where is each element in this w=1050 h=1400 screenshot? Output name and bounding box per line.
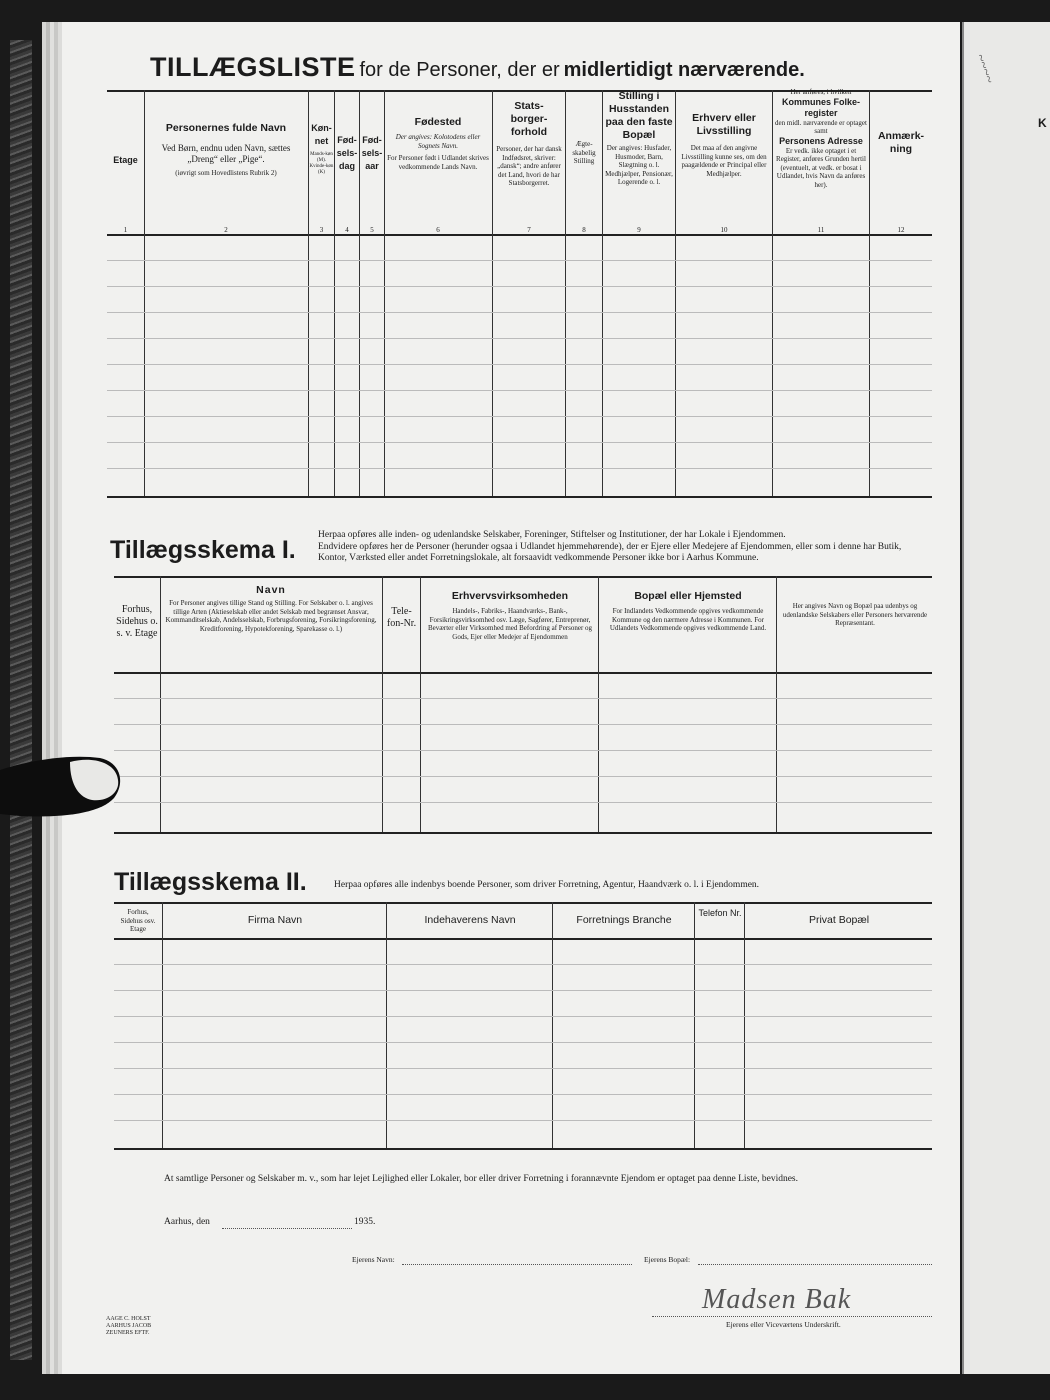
skema1-para bbox=[318, 530, 932, 565]
footer-date-line[interactable] bbox=[222, 1228, 352, 1229]
col-foedested bbox=[386, 116, 490, 171]
col-6-number: 6 bbox=[436, 226, 440, 234]
col-husstand bbox=[603, 90, 675, 187]
col-navn-note2: (iøvrigt som Hovedlistens Rubrik 2) bbox=[175, 169, 277, 177]
footer-declaration: At samtlige Personer og Selskaber m. v., som har lejet Lejlighed eller Lokaler, bor eller driver Forretning i forannævnte Ejendom er optaget paa denne Liste, bevidnes. bbox=[164, 1174, 798, 1184]
col-navn bbox=[146, 122, 306, 178]
skema2-col-privat-bopael: Privat Bopæl bbox=[808, 914, 870, 926]
liste-title bbox=[150, 52, 950, 83]
thumb-finger bbox=[0, 752, 122, 822]
skema2-para: Herpaa opføres alle indenbys boende Personer, som driver Forretning, Agentur, Haandværk o. l. i Ejendommen. bbox=[334, 880, 760, 890]
col-koen-head: Køn-net bbox=[311, 123, 332, 146]
skema1-col-erhverv bbox=[422, 590, 598, 641]
skema2-title: Tillægsskema II. bbox=[114, 868, 307, 896]
skema1-col-repraesentant: Her angives Navn og Bopæl paa udenbys og udenlandske Selskabers eller Personers herværende Repræsentant. bbox=[782, 602, 928, 627]
skema1-title: Tillægsskema I. bbox=[110, 536, 296, 564]
skema1-col-navn bbox=[162, 584, 380, 633]
col-foedselsaar: Fød-sels-aar bbox=[361, 135, 383, 171]
skema2-col-telefon: Telefon Nr. bbox=[698, 908, 742, 918]
col-2-number: 2 bbox=[224, 226, 228, 234]
liste-title-sub: for de Personer, der er bbox=[359, 59, 560, 81]
col-erhverv bbox=[676, 112, 772, 178]
col-statsborger-head: Stats-borger-forhold bbox=[510, 100, 548, 138]
col-5-number: 5 bbox=[370, 226, 374, 234]
handwritten-note: ~~~~ bbox=[971, 52, 997, 86]
footer-signature-line[interactable] bbox=[652, 1316, 932, 1317]
col-erhverv-head: Erhverv eller Livsstilling bbox=[692, 112, 756, 137]
col-statsborger bbox=[493, 100, 565, 188]
col-husstand-note: Der angives: Husfader, Husmoder, Barn, Slægtning o. l. Medhjælper, Pensionær, Logerende o. l. bbox=[605, 144, 673, 186]
skema2-col-firma: Firma Navn bbox=[247, 914, 303, 926]
census-form-page bbox=[62, 22, 960, 1374]
adjacent-page bbox=[962, 22, 1050, 1374]
col-adresse-pre-bold: Kommunes Folke-register bbox=[781, 96, 860, 118]
col-1-number: 1 bbox=[123, 226, 128, 234]
adjacent-page-letter: K bbox=[1038, 116, 1047, 130]
skema1-col-etage: Forhus, Sidehus o. s. v. Etage bbox=[116, 604, 158, 639]
col-husstand-head: Stilling i Husstanden paa den faste Bopæl bbox=[605, 90, 673, 141]
col-adresse bbox=[773, 88, 869, 189]
skema1-para-1: Herpaa opføres alle inden- og udenlandske Selskaber, Foreninger, Stiftelser og Institutioner, der har Lokale i Ejendommen. bbox=[318, 530, 786, 540]
footer-year: 1935. bbox=[354, 1217, 376, 1227]
col-10-number: 10 bbox=[720, 226, 728, 234]
footer-place-label: Aarhus, den bbox=[164, 1217, 210, 1227]
footer-signature-label: Ejerens eller Viceværtens Underskrift. bbox=[726, 1320, 841, 1329]
col-adresse-pre: Her anføres, i hvilken bbox=[790, 88, 852, 96]
col-3-number: 3 bbox=[319, 226, 324, 234]
col-navn-head: Personernes fulde Navn bbox=[165, 122, 287, 134]
skema1-para-2: Endvidere opføres her de Personer (herunder ogsaa i Udlandet hjemmehørende), der er Ejere eller Medejere af Ejendommen, eller som i denne har Butik, Kontor, Værksted eller andet Forretningslokale, alt forsaavidt vedkommende Personer ikke bor i Aarhus Kommune. bbox=[318, 541, 902, 563]
col-foedested-note: Der angives: Kolotodens eller Sognets Navn. bbox=[395, 133, 481, 150]
book-binding bbox=[10, 40, 32, 1360]
col-aegteskab: Ægte-skabelig Stilling bbox=[572, 140, 596, 165]
liste-title-main: TILLÆGSLISTE bbox=[150, 52, 356, 82]
col-9-number: 9 bbox=[637, 226, 641, 234]
col-statsborger-note: Personer, der har dansk Indfødsret, skriver: „dansk“; andre anfører det Land, hvori de har Statsborgerret. bbox=[496, 145, 562, 187]
col-4-number: 4 bbox=[345, 226, 349, 234]
footer-signature: Madsen Bak bbox=[702, 1284, 852, 1315]
footer-owner-address-line[interactable] bbox=[698, 1264, 932, 1265]
skema1-col-telefon: Tele-fon-Nr. bbox=[386, 606, 417, 629]
skema2-col-branche: Forretnings Branche bbox=[576, 914, 672, 926]
footer-owner-name-label: Ejerens Navn: bbox=[352, 1255, 395, 1264]
col-adresse-pre2: den midl. nærværende er optaget samt bbox=[775, 118, 867, 135]
footer-printer: AAGE C. HOLST AARHUS JACOB ZEUNERS EFTF. bbox=[106, 1316, 152, 1336]
skema1-col-bopael bbox=[600, 590, 776, 633]
skema1-col-erhverv-note: Handels-, Fabriks-, Haandværks-, Bank-, Forsikringsvirksomhed osv. Læge, Sagfører, Entreprenør, Beværter eller Virksomhed med Befordring af Personer og Gods, Ejer eller Medejer af Ejendommen bbox=[427, 607, 593, 641]
skema2-col-etage: Forhus, Sidehus osv. Etage bbox=[120, 908, 156, 933]
footer-owner-address-label: Ejerens Bopæl: bbox=[644, 1255, 691, 1264]
col-koen-note: Mands-køn (M). Kvinde-køn (K) bbox=[309, 152, 334, 175]
col-koen bbox=[309, 122, 334, 176]
skema2-col-indehaver: Indehaverens Navn bbox=[424, 914, 516, 926]
skema1-col-navn-head: Navn bbox=[256, 584, 286, 596]
col-12-number: 12 bbox=[897, 226, 905, 234]
skema1-col-bopael-head: Bopæl eller Hjemsted bbox=[634, 590, 742, 602]
col-erhverv-note: Det maa af den angivne Livsstilling kunne ses, om den paagældende er Principal eller Medhjælper. bbox=[681, 144, 767, 178]
col-etage: Etage bbox=[113, 155, 138, 165]
col-navn-note: Ved Børn, endnu uden Navn, sættes „Dreng“ eller „Pige“. bbox=[161, 143, 291, 164]
col-8-number: 8 bbox=[582, 226, 586, 234]
col-7-number: 7 bbox=[527, 226, 531, 234]
col-foedested-note2: For Personer født i Udlandet skrives vedkommende Lands Navn. bbox=[387, 154, 489, 171]
footer-owner-name-line[interactable] bbox=[402, 1264, 632, 1265]
col-adresse-note: Er vedk. ikke optaget i et Register, anføres Grunden hertil (eventuelt, at vedk. er bosat i Udlandet, hvis Navn da anføres her). bbox=[776, 146, 866, 189]
col-anmaerkning: Anmærk-ning bbox=[877, 130, 925, 155]
skema1-col-navn-note: For Personer angives tillige Stand og Stilling. For Selskaber o. l. angives tillige Arten (Aktieselskab eller andet Selskab med begrænset Ansvar, Kommanditselskab, Andelsselskab, Forbrugsforening, Forsikringsforening, Kreditforening, Hypotekforening, Sparekasse o. l.) bbox=[165, 599, 377, 633]
col-foedselsdag: Fød-sels-dag bbox=[336, 135, 358, 171]
col-foedested-head: Fødested bbox=[414, 116, 462, 128]
col-11-number: 11 bbox=[817, 226, 825, 234]
liste-title-bold: midlertidigt nærværende. bbox=[563, 59, 805, 81]
skema1-col-bopael-note: For Indlandets Vedkommende opgives vedkommende Kommune og den nærmere Adresse i Kommunen. For Udlandets Vedkommende opgives vedkommende Land. bbox=[609, 607, 767, 632]
col-adresse-head: Personens Adresse bbox=[779, 135, 863, 146]
skema1-col-erhverv-head: Erhvervsvirksomheden bbox=[451, 590, 569, 602]
